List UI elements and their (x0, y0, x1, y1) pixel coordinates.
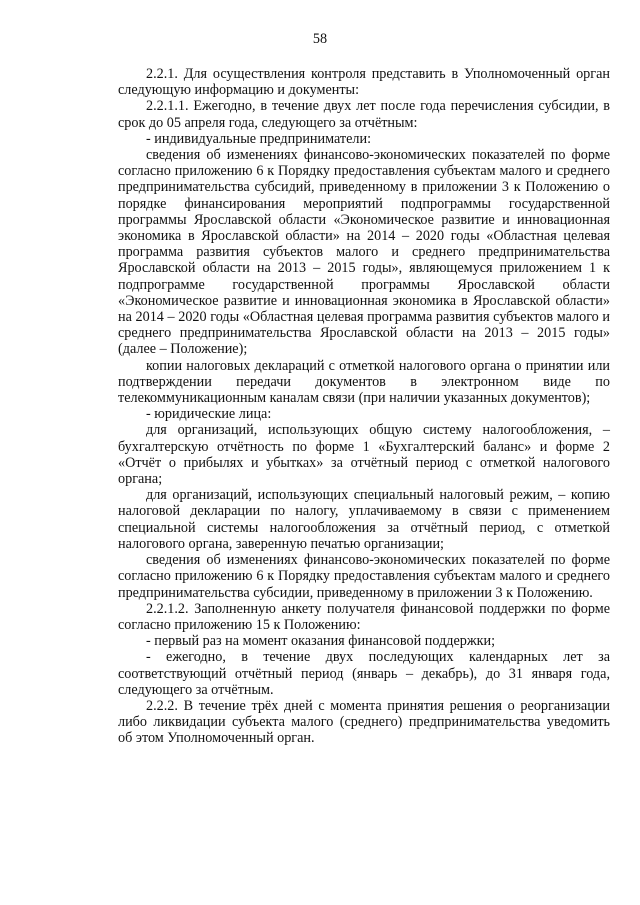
paragraph-individual-entrepreneurs: - индивидуальные предприниматели: (146, 130, 372, 147)
document-body (118, 66, 610, 747)
paragraph-2-2-1: 2.2.1. Для осуществления контроля представить в Уполномоченный орган следующую информацию и документы: (118, 66, 610, 99)
paragraph-first-time: - первый раз на момент оказания финансовой поддержки; (146, 633, 496, 650)
paragraph-2-2-1-2: 2.2.1.2. Заполненную анкету получателя финансовой поддержки по форме согласно приложению 15 к Положению: (118, 600, 610, 633)
paragraph-2-2-2: 2.2.2. В течение трёх дней с момента принятия решения о реорганизации либо ликвидации субъекта малого (среднего) предпринимательства уведомить об этом Уполномоченный орган. (118, 697, 610, 747)
page-number: 58 (312, 31, 328, 47)
paragraph-annually: - ежегодно, в течение двух последующих календарных лет за соответствующий отчётный период (январь – декабрь), до 31 января года, следующего за отчётным. (118, 649, 610, 698)
paragraph-special-tax-regime: для организаций, использующих специальный налоговый режим, – копию налоговой декларации по налогу, уплачиваемому в связи с применением специальной системы налогообложения за отчётный период, с отметкой налогового органа, заверенную печатью организации; (118, 487, 610, 552)
paragraph-general-tax-system: для организаций, использующих общую систему налогообложения, – бухгалтерскую отчётность по форме 1 «Бухгалтерский баланс» и форме 2 «Отчёт о прибылях и убытках» за отчётный период с отметкой налогового органа; (118, 422, 610, 488)
paragraph-tax-declarations: копии налоговых деклараций с отметкой налогового органа о принятии или подтверждении передачи документов в электронном виде по телекоммуникационным каналам связи (при наличии указанных документов); (118, 357, 610, 407)
paragraph-financial-indicators: сведения об изменениях финансово-экономических показателей по форме согласно приложению 6 к Порядку предоставления субъектам малого и среднего предпринимательства субсидий, приведенному в приложении 3 к Положению о порядке финансирования мероприятий подпрограммы государственной программы Ярославской области «Экономическое развитие и инновационная экономика в Ярославской области» на 2014 – 2020 годы «Областная целевая программа развития субъектов малого и среднего предпринимательства Ярославской области на 2013 – 2015 годы», являющемуся приложением 1 к подпрограмме государственной программы Ярославской области «Экономическое развитие и инновационная экономика в Ярославской области» на 2014 – 2020 годы «Областная целевая программа развития субъектов малого и среднего предпринимательства Ярославской области на 2013 – 2015 годы» (далее – Положение); (118, 147, 610, 358)
paragraph-2-2-1-1: 2.2.1.1. Ежегодно, в течение двух лет после года перечисления субсидии, в срок до 05 апреля года, следующего за отчётным: (118, 98, 610, 131)
paragraph-legal-entities: - юридические лица: (146, 406, 272, 423)
paragraph-financial-indicators-legal: сведения об изменениях финансово-экономических показателей по форме согласно приложению 6 к Порядку предоставления субъектам малого и среднего предпринимательства субсидии, приведенному в приложении 3 к Положению. (118, 552, 610, 601)
